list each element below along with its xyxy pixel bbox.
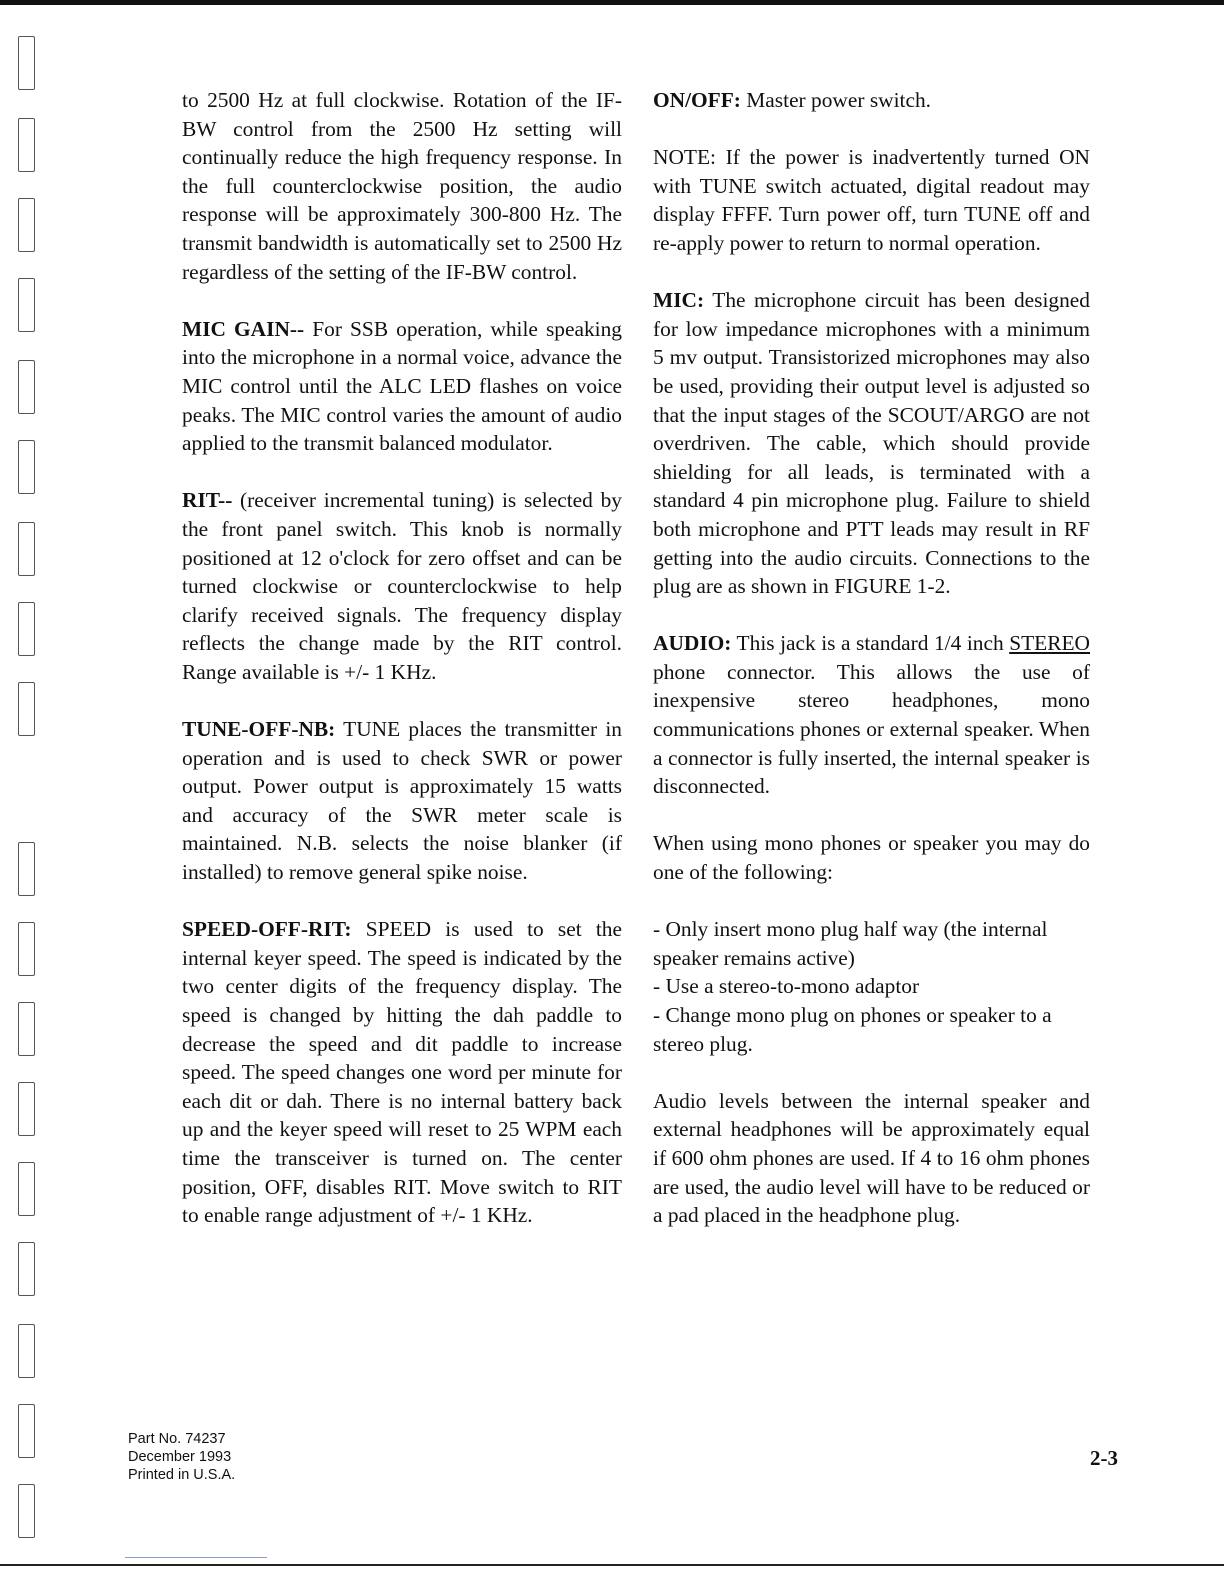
note-paragraph: NOTE: If the power is inadvertently turned ON with TUNE switch actuated, digital readout may display FFFF. Turn power off, turn TUNE off and re-apply power to return to normal operation.	[653, 145, 1090, 255]
tune-paragraph	[182, 715, 622, 887]
mono-intro-paragraph: When using mono phones or speaker you may do one of the following:	[653, 831, 1090, 885]
right-column	[653, 86, 1090, 1258]
binder-hole	[18, 36, 35, 90]
binder-hole	[18, 842, 35, 896]
tune-heading: TUNE-OFF-NB:	[182, 717, 336, 742]
top-border	[0, 0, 1224, 5]
mic-text: The microphone circuit has been designed for low impedance microphones with a minimum 5 mv output. Transistorized microphones may also be used, providing their output level is adjusted so that the input stages of the SCOUT/ARGO are not overdriven. The cable, which should provide shielding for all leads, is terminated with a standard 4 pin microphone plug. Failure to shield both microphone and PTT leads may result in RF getting into the audio circuits. Connections to the plug are as shown in FIGURE 1-2.	[653, 288, 1090, 599]
speed-heading: SPEED-OFF-RIT:	[182, 917, 352, 942]
mic-gain-text: For SSB operation, while speaking into the microphone in a normal voice, advance the MIC control until the ALC LED flashes on voice peaks. The MIC control varies the amount of audio applied to the transmit balanced modulator.	[182, 316, 623, 456]
mic-gain-paragraph	[182, 315, 622, 458]
binder-hole	[18, 682, 35, 736]
mic-gain-heading: MIC GAIN--	[182, 316, 305, 341]
bottom-border	[0, 1564, 1224, 1566]
binder-hole	[18, 522, 35, 576]
mic-paragraph	[653, 286, 1090, 601]
printed-in: Printed in U.S.A.	[128, 1467, 236, 1483]
left-column	[182, 86, 622, 1258]
mic-heading: MIC:	[653, 288, 705, 313]
rit-heading: RIT--	[182, 488, 233, 513]
binder-hole	[18, 1404, 35, 1458]
page-number: 2-3	[1090, 1446, 1118, 1470]
speed-text: SPEED is used to set the internal keyer speed. The speed is indicated by the two center digits of the frequency display. The speed is changed by hitting the dah paddle to decrease the speed and dit paddle to increase speed. The speed changes one word per minute for each dit or dah. There is no internal battery back up and the keyer speed will reset to 25 WPM each time the transceiver is turned on. The center position, OFF, disables RIT. Move switch to RIT to enable range adjustment of +/- 1 KHz.	[182, 917, 622, 1228]
mono-options-list	[653, 915, 1090, 1058]
audio-paragraph	[653, 629, 1090, 801]
binder-hole	[18, 1484, 35, 1538]
binder-hole	[18, 602, 35, 656]
list-item: - Use a stereo-to-mono adaptor	[653, 974, 920, 999]
audio-text-a: This jack is a standard 1/4 inch	[731, 631, 1010, 656]
binder-hole	[18, 440, 35, 494]
binder-hole	[18, 118, 35, 172]
rit-paragraph	[182, 486, 622, 686]
binder-hole	[18, 360, 35, 414]
binder-hole	[18, 1242, 35, 1296]
binder-hole	[18, 198, 35, 252]
onoff-heading: ON/OFF:	[653, 88, 741, 112]
rit-text: (receiver incremental tuning) is selected by the front panel switch. This knob is normally positioned at 12 o'clock for zero offset and can be turned clockwise or counterclockwise to help clarify received signals. The frequency display reflects the change made by the RIT control. Range available is +/- 1 KHz.	[182, 488, 622, 684]
binder-hole	[18, 1002, 35, 1056]
audio-heading: AUDIO:	[653, 631, 732, 656]
binder-hole	[18, 922, 35, 976]
binder-hole	[18, 1162, 35, 1216]
audio-text-b: phone connector. This allows the use of inexpensive stereo headphones, mono communications phones or external speaker. When a connector is fully inserted, the internal speaker is disconnected.	[653, 659, 1090, 799]
onoff-paragraph	[653, 86, 1090, 115]
print-date: December 1993	[128, 1449, 232, 1465]
audio-levels-paragraph: Audio levels between the internal speaker and external headphones will be approximately equal if 600 ohm phones are used. If 4 to 16 ohm phones are used, the audio level will have to be reduced or a pad placed in the headphone plug.	[653, 1088, 1090, 1228]
tune-text: TUNE places the transmitter in operation and is used to check SWR or power output. Power output is approximately 15 watts and accuracy of the SWR meter scale is maintained. N.B. selects the noise blanker (if installed) to remove general spike noise.	[182, 717, 622, 885]
speed-paragraph	[182, 915, 622, 1230]
binder-hole	[18, 1324, 35, 1378]
footer-info	[128, 1430, 235, 1484]
binder-hole	[18, 1082, 35, 1136]
part-number: Part No. 74237	[128, 1431, 226, 1447]
audio-stereo-underlined: STEREO	[1009, 631, 1090, 656]
binder-holes	[18, 0, 48, 1584]
if-bw-paragraph: to 2500 Hz at full clockwise. Rotation of the IF-BW control from the 2500 Hz setting will continually reduce the high frequency response. In the full counterclockwise position, the audio response will be approximately 300-800 Hz. The transmit bandwidth is automatically set to 2500 Hz regardless of the setting of the IF-BW control.	[182, 88, 622, 284]
list-item: - Only insert mono plug half way (the internal speaker remains active)	[653, 917, 1048, 970]
list-item: - Change mono plug on phones or speaker to a stereo plug.	[653, 1003, 1052, 1056]
binder-hole	[18, 278, 35, 332]
bottom-mark	[125, 1557, 267, 1558]
onoff-text: Master power switch.	[740, 88, 932, 112]
